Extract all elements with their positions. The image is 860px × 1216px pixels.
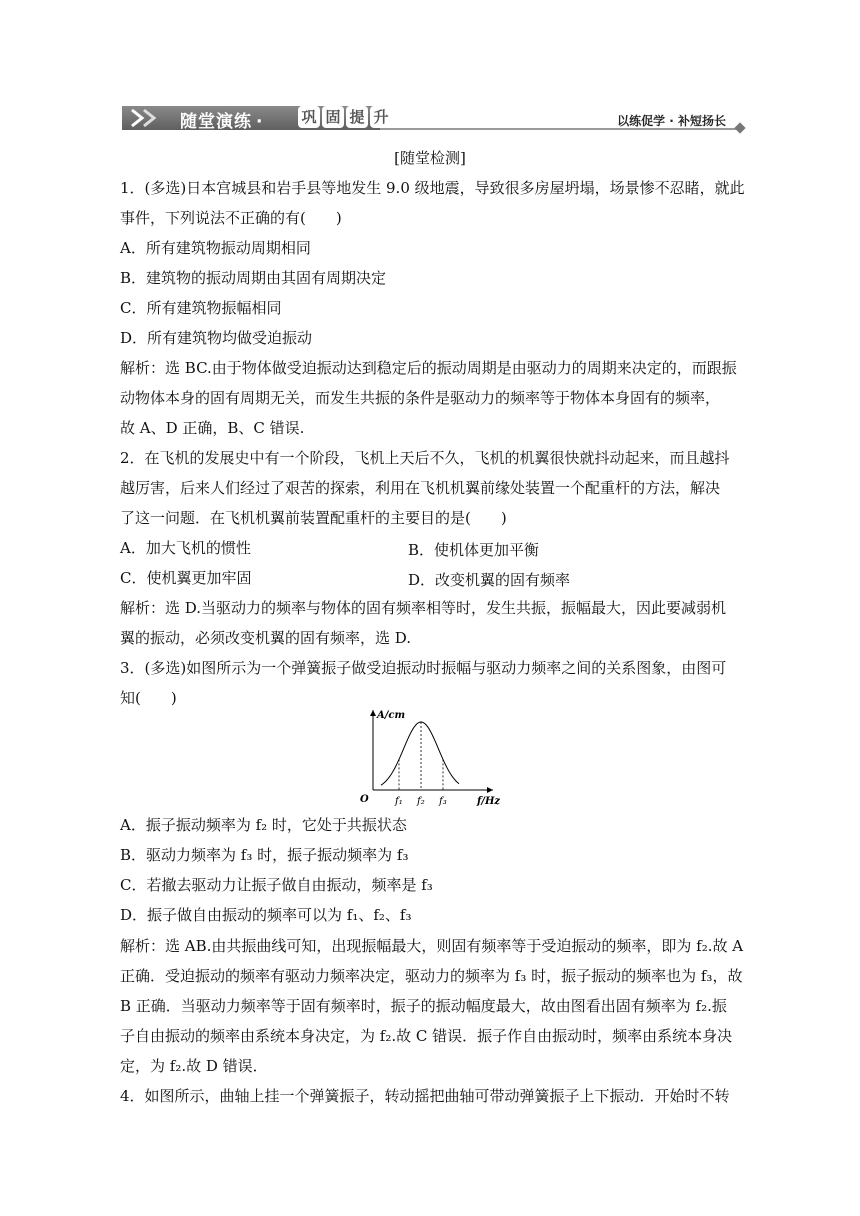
q1-answer-1: 解析：选 BC.由于物体做受迫振动达到稳定后的振动周期是由驱动力的周期来决定的，而跟振 (120, 359, 737, 377)
q2-line3: 了这一问题．在飞机机翼前装置配重杆的主要目的是( ) (120, 509, 507, 527)
q2-answer-1: 解析：选 D.当驱动力的频率与物体的固有频率相等时，发生共振，振幅最大，因此要减弱机 (120, 599, 727, 617)
x-axis-arrow (487, 787, 493, 793)
q1-option-b: B．建筑物的振动周期由其固有周期决定 (120, 269, 387, 287)
section-title: [随堂检测] (394, 149, 466, 167)
q2-option-d: D．改变机翼的固有频率 (408, 571, 571, 589)
q1-answer-3: 故 A、D 正确，B、C 错误. (120, 419, 305, 437)
x-tick-label: f₂ (417, 796, 425, 807)
resonance-chart (355, 704, 515, 810)
q2-option-c: C．使机翼更加牢固 (120, 569, 252, 587)
y-axis-label: A/cm (377, 710, 406, 721)
q3-answer-1: 解析：选 AB.由共振曲线可知，出现振幅最大，则固有频率等于受迫振动的频率，即为 f₂.故 A (120, 937, 744, 955)
q2-line2: 越厉害，后来人们经过了艰苦的探索，利用在飞机机翼前缘处装置一个配重杆的方法，解决 (120, 479, 721, 497)
q1-line1: 1．(多选)日本宫城县和岩手县等地发生 9.0 级地震，导致很多房屋坍塌，场景惨不忍睹，就此 (120, 179, 745, 197)
q2-option-a: A．加大飞机的惯性 (120, 539, 251, 557)
q3-option-b: B．驱动力频率为 f₃ 时，振子振动频率为 f₃ (120, 846, 409, 864)
q4-line1: 4．如图所示，曲轴上挂一个弹簧振子，转动摇把曲轴可带动弹簧振子上下振动．开始时不转 (120, 1087, 730, 1105)
q1-option-c: C．所有建筑物振幅相同 (120, 299, 282, 317)
q3-option-a: A．振子振动频率为 f₂ 时，它处于共振状态 (120, 816, 407, 834)
q1-line2: 事件，下列说法不正确的有( ) (120, 209, 342, 227)
q2-answer-2: 翼的振动，必须改变机翼的固有频率，选 D. (120, 629, 412, 647)
banner-sub-char: 巩 (298, 106, 320, 128)
q3-option-d: D．振子做自由振动的频率可以为 f₁、f₂、f₃ (120, 906, 412, 924)
q1-answer-2: 动物体本身的固有周期无关，而发生共振的条件是驱动力的频率等于物体本身固有的频率， (120, 389, 721, 407)
q3-line1: 3．(多选)如图所示为一个弹簧振子做受迫振动时振幅与驱动力频率之间的关系图象，由图可 (120, 659, 727, 677)
q3-answer-2: 正确．受迫振动的频率有驱动力频率决定，驱动力的频率为 f₃ 时，振子振动的频率也为 f₃，故 (120, 967, 743, 985)
x-axis-label: f/Hz (477, 796, 501, 807)
q3-option-c: C．若撤去驱动力让振子做自由振动，频率是 f₃ (120, 876, 433, 894)
banner-sub-char: 提 (346, 106, 368, 128)
banner-sub-char: 升 (370, 106, 392, 128)
banner-sub-char: 固 (322, 106, 344, 128)
x-tick-label: f₃ (439, 796, 447, 807)
banner-title (180, 107, 267, 132)
banner-diamond (734, 122, 745, 133)
q3-answer-4: 子自由振动的频率由系统本身决定，为 f₂.故 C 错误．振子作自由振动时，频率由系统本身决 (120, 1027, 733, 1045)
banner-title-text: 随堂演练 (180, 112, 252, 132)
resonance-curve (381, 722, 459, 785)
chevron-icon (128, 108, 168, 128)
origin-label: O (360, 794, 369, 805)
banner-sub (298, 106, 394, 128)
x-tick-label: f₁ (395, 796, 403, 807)
q3-answer-5: 定，为 f₂.故 D 错误． (120, 1057, 268, 1075)
q1-option-a: A．所有建筑物振动周期相同 (120, 239, 311, 257)
section-banner (122, 104, 744, 132)
q2-line1: 2．在飞机的发展史中有一个阶段，飞机上天后不久，飞机的机翼很快就抖动起来，而且越抖 (120, 449, 730, 467)
banner-dot: · (256, 112, 264, 132)
q2-option-b: B．使机体更加平衡 (408, 541, 540, 559)
q3-answer-3: B 正确．当驱动力频率等于固有频率时，振子的振动幅度最大，故由图看出固有频率为 f₂.振 (120, 997, 727, 1015)
q3-line2: 知( ) (120, 689, 177, 707)
banner-slogan: 以练促学 · 补短扬长 (617, 114, 726, 128)
y-axis-arrow (370, 710, 376, 716)
q1-option-d: D．所有建筑物均做受迫振动 (120, 329, 313, 347)
